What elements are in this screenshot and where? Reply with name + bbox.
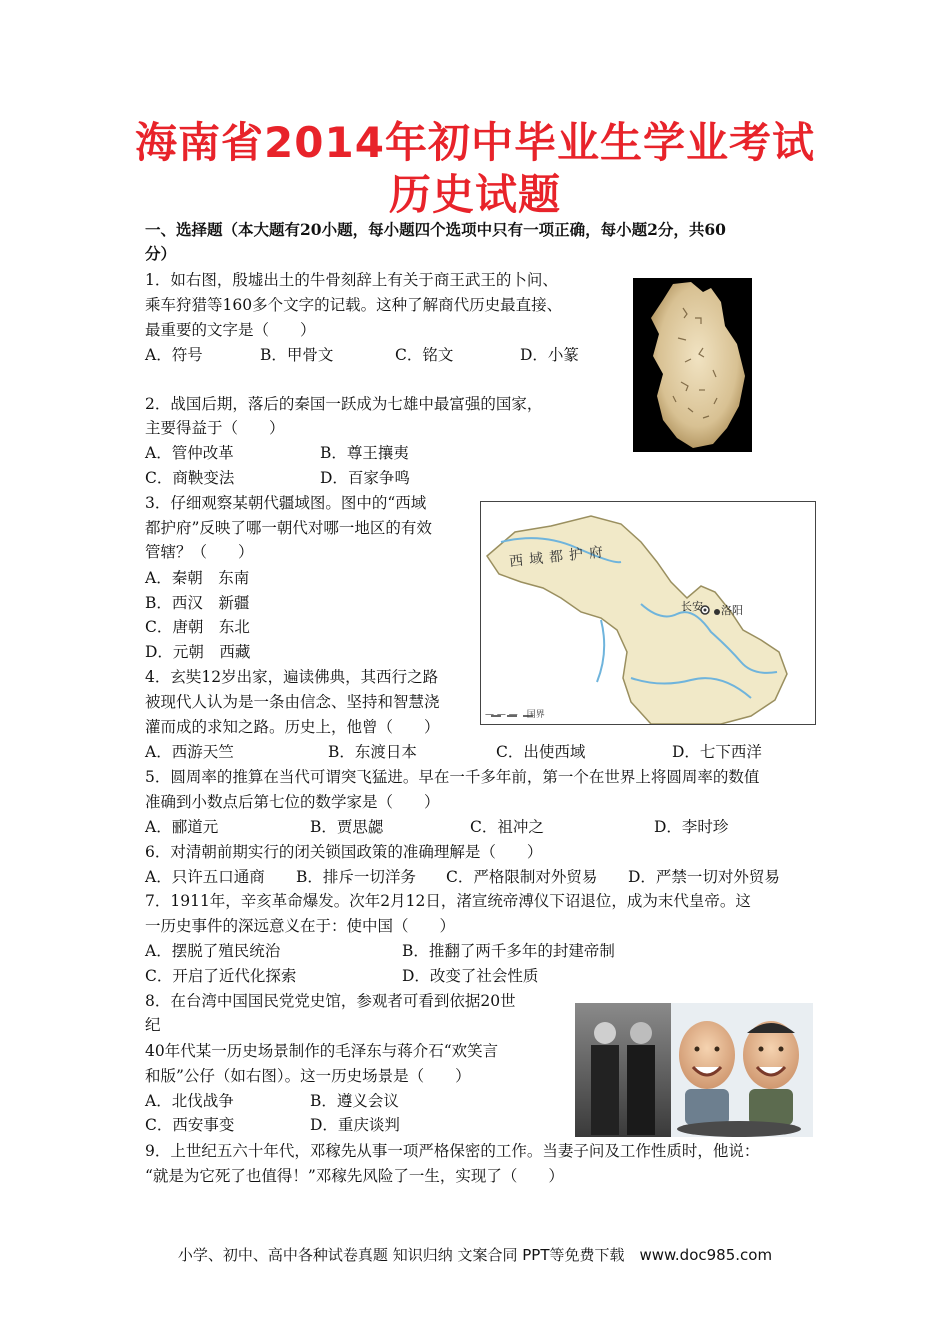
q7-option-b: B．推翻了两千多年的封建帝制 xyxy=(402,942,615,960)
q8-option-c: C．西安事变 xyxy=(145,1116,235,1134)
dynasty-territory-map xyxy=(480,501,816,725)
q5-option-a: A．郦道元 xyxy=(145,818,219,836)
q1-stem: 乘车狩猎等160多个文字的记载。这种了解商代历史最直接、 xyxy=(145,296,563,314)
q1-stem: 最重要的文字是（ ） xyxy=(145,321,316,339)
q5-stem: 准确到小数点后第七位的数学家是（ ） xyxy=(145,793,440,811)
q5-stem: 5．圆周率的推算在当代可谓突飞猛进。早在一千多年前，第一个在世界上将圆周率的数值 xyxy=(145,768,760,786)
exam-title-line1: 海南省2014年初中毕业生学业考试 xyxy=(135,118,815,167)
q8-stem: 40年代某一历史场景制作的毛泽东与蒋介石“欢笑言 xyxy=(145,1042,499,1060)
q7-option-a: A．摆脱了殖民统治 xyxy=(145,942,281,960)
q3-option-c: C．唐朝 东北 xyxy=(145,618,250,636)
q7-option-c: C．开启了近代化探索 xyxy=(145,967,297,985)
q4-stem: 4．玄奘12岁出家，遍读佛典，其西行之路 xyxy=(145,668,439,686)
q4-stem: 灌而成的求知之路。历史上，他曾（ ） xyxy=(145,718,440,736)
q4-option-d: D．七下西洋 xyxy=(672,743,762,761)
section-header-cont: 分） xyxy=(145,244,177,263)
q2-option-b: B．尊王攘夷 xyxy=(320,444,409,462)
q2-option-c: C．商鞅变法 xyxy=(145,469,235,487)
exam-title-line2: 历史试题 xyxy=(388,170,561,219)
q8-stem: 和版”公仔（如右图）。这一历史场景是（ ） xyxy=(145,1067,471,1085)
q6-option-d: D．严禁一切对外贸易 xyxy=(628,868,780,886)
q9-stem: 9．上世纪五六十年代，邓稼先从事一项严格保密的工作。当妻子问及工作性质时，他说： xyxy=(145,1142,760,1160)
q5-option-b: B．贾思勰 xyxy=(310,818,384,836)
q6-option-a: A．只许五口通商 xyxy=(145,868,265,886)
q5-option-d: D．李时珍 xyxy=(654,818,729,836)
q6-option-b: B．排斥一切洋务 xyxy=(296,868,416,886)
q6-option-c: C．严格限制对外贸易 xyxy=(446,868,598,886)
q1-stem: 1．如右图，殷墟出土的牛骨刻辞上有关于商王武王的卜问、 xyxy=(145,271,558,289)
q8-option-b: B．遵义会议 xyxy=(310,1092,399,1110)
q2-stem: 主要得益于（ ） xyxy=(145,419,285,437)
q4-stem: 被现代人认为是一条由信念、坚持和智慧浇 xyxy=(145,693,440,711)
q1-option-a: A．符号 xyxy=(145,346,203,364)
q8-stem: 8．在台湾中国国民党党史馆，参观者可看到依据20世 xyxy=(145,992,516,1010)
q7-option-d: D．改变了社会性质 xyxy=(402,967,539,985)
q4-option-c: C．出使西域 xyxy=(496,743,586,761)
q2-stem: 2．战国后期，落后的秦国一跃成为七雄中最富强的国家， xyxy=(145,395,543,413)
map-label-western-regions: 西域都护府 xyxy=(508,543,610,571)
map-label-changan: 长安 xyxy=(681,600,703,613)
q4-option-a: A．西游天竺 xyxy=(145,743,234,761)
q6-stem: 6．对清朝前期实行的闭关锁国政策的准确理解是（ ） xyxy=(145,843,543,861)
q4-option-b: B．东渡日本 xyxy=(328,743,417,761)
oracle-bone-image xyxy=(633,278,752,452)
q1-option-c: C．铭文 xyxy=(395,346,454,364)
q3-stem: 3．仔细观察某朝代疆域图。图中的“西域 xyxy=(145,494,427,512)
map-legend: — — — 国界 xyxy=(485,710,545,720)
q3-option-d: D．元朝 西藏 xyxy=(145,643,251,661)
section-header: 一、选择题（本大题有20小题，每小题四个选项中只有一项正确，每小题2分，共60 xyxy=(145,220,726,239)
q3-stem: 都护府”反映了哪一朝代对哪一地区的有效 xyxy=(145,519,432,537)
q8-stem: 纪 xyxy=(145,1016,161,1034)
q1-option-b: B．甲骨文 xyxy=(260,346,334,364)
q2-option-a: A．管仲改革 xyxy=(145,444,234,462)
page-footer: 小学、初中、高中各种试卷真题 知识归纳 文案合同 PPT等免费下载 www.doc985.com xyxy=(177,1246,773,1264)
q9-stem: “就是为它死了也值得！”邓稼先风险了一生，实现了（ ） xyxy=(145,1167,564,1185)
q7-stem: 一历史事件的深远意义在于：使中国（ ） xyxy=(145,917,456,935)
q3-option-a: A．秦朝 东南 xyxy=(145,569,250,587)
q8-option-d: D．重庆谈判 xyxy=(310,1116,400,1134)
q3-option-b: B．西汉 新疆 xyxy=(145,594,250,612)
mao-chiang-figurines-photo xyxy=(575,1003,813,1137)
q3-stem: 管辖？（ ） xyxy=(145,543,254,561)
q8-option-a: A．北伐战争 xyxy=(145,1092,234,1110)
map-label-luoyang: 洛阳 xyxy=(721,604,743,617)
q2-option-d: D．百家争鸣 xyxy=(320,469,410,487)
q7-stem: 7．1911年，辛亥革命爆发。次年2月12日，渚宣统帝溥仪下诏退位，成为末代皇帝。这 xyxy=(145,892,751,910)
q1-option-d: D．小篆 xyxy=(520,346,579,364)
q5-option-c: C．祖冲之 xyxy=(470,818,544,836)
